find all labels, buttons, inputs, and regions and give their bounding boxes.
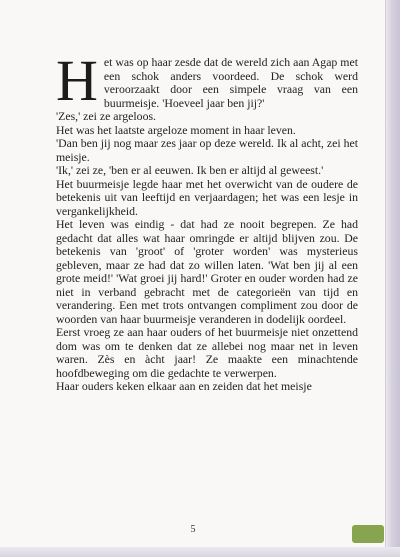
first-paragraph-text: et was op haar zesde dat de wereld zich aan Agap met een schok anders voordeed. De schok werd veroorzaakt door een simpele vraag van een buurmeisje. 'Hoeveel jaar ben jij?' bbox=[103, 55, 358, 110]
first-paragraph bbox=[56, 48, 358, 113]
paragraph: Eerst vroeg ze aan haar ouders of het buurmeisje niet onzettend dom was om te denken dat ze allebei nog maar net in leven waren. Zès en àcht jaar! Ze maakte een minachtende hoofdbeweging om die gedachte te verwerpen. bbox=[56, 325, 358, 380]
paragraph: Het buurmeisje legde haar met het overwicht van de oudere de betekenis uit van leeftijd en verjaardagen; het was een lesje in vergankelijkheid. bbox=[56, 176, 358, 218]
paragraph: Het was het laatste argeloze moment in haar leven. bbox=[56, 122, 296, 137]
book-edge-right bbox=[386, 0, 400, 557]
paragraph: 'Zes,' zei ze argeloos. bbox=[56, 109, 157, 123]
paragraph: 'Ik,' zei ze, 'ben er al eeuwen. Ik ben er altijd al geweest.' bbox=[56, 163, 324, 177]
paragraph: 'Dan ben jij nog maar zes jaar op deze wereld. Ik al acht, zei het meisje. bbox=[56, 136, 358, 164]
book-edge-bottom bbox=[0, 547, 400, 557]
paragraph: Haar ouders keken elkaar aan en zeiden dat het meisje bbox=[56, 379, 312, 393]
body-text bbox=[56, 48, 358, 394]
page-number: 5 bbox=[190, 524, 196, 535]
watermark-logo-icon bbox=[352, 525, 384, 543]
paragraph: Het leven was eindig - dat had ze nooit begrepen. Ze had gedacht dat alles wat haar omringde er altijd blijven zou. De betekenis van 'groot' of 'groter worden' was mysterieus gebleven, maar ze had dat zo willen laten. 'Wat ben jij al een grote meid!' 'Wat groei jij hard!' Groter en ouder worden had ze niet in verband gebracht met de categorieën van tijd en verandering. Een met trots ontvangen compliment zou door de woorden van haar buurmeisje veranderen in dodelijk oordeel. bbox=[56, 217, 358, 326]
drop-cap: H bbox=[56, 48, 98, 113]
